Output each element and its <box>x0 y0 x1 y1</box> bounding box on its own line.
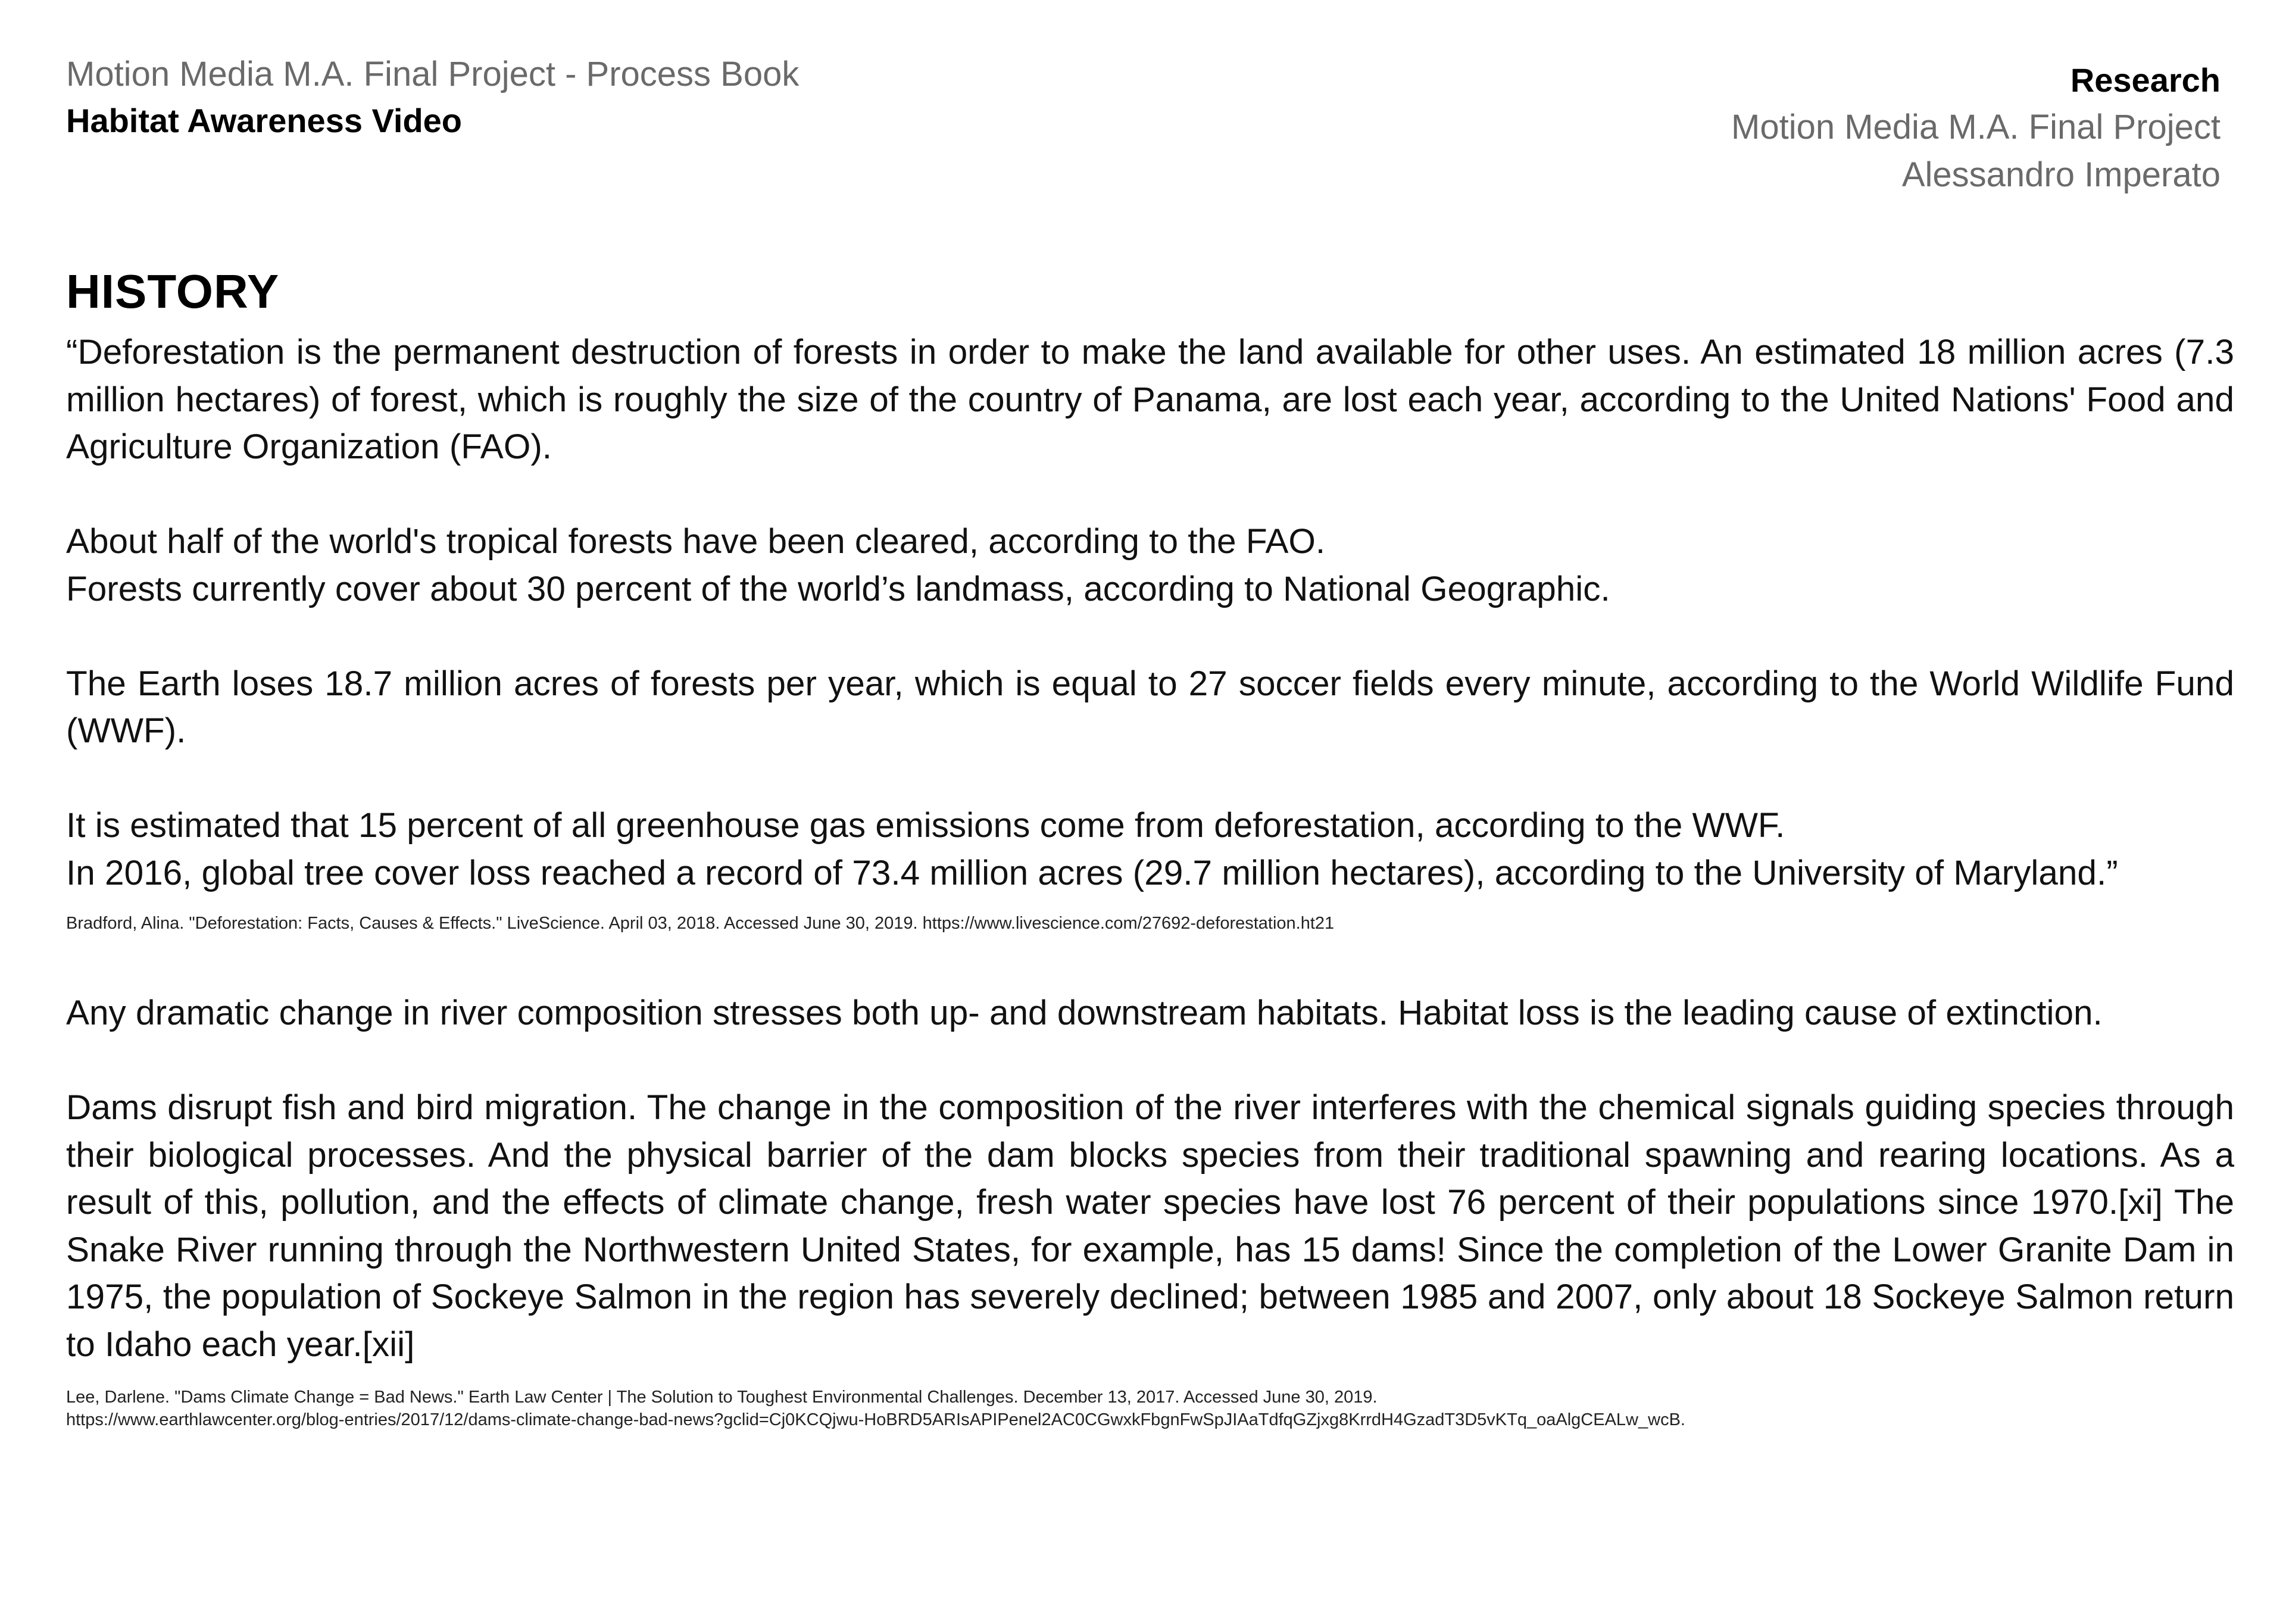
history-paragraph-4b: In 2016, global tree cover loss reached a record of 73.4 million acres (29.7 million hectares), according to the University of Maryland.” <box>66 853 2118 892</box>
main-content <box>66 262 2234 1431</box>
citation-lee-line-1: Lee, Darlene. "Dams Climate Change = Bad News." Earth Law Center | The Solution to Toughest Environmental Challenges. December 13, 2017. Accessed June 30, 2019. <box>66 1388 1378 1407</box>
citation-lee-line-2: https://www.earthlawcenter.org/blog-entries/2017/12/dams-climate-change-bad-news?gclid=Cj0KCQjwu-HoBRD5ARIsAPIPenel2AC0CGwxkFbgnFwSpJIAaTdfqGZjxg8KrrdH4GzadT3D5vKTq_oaAlgCEALw_wcB. <box>66 1410 1685 1429</box>
history-paragraph-2a: About half of the world's tropical forests have been cleared, according to the FAO. <box>66 522 1326 561</box>
rivers-paragraph-2: Dams disrupt fish and bird migration. The change in the composition of the river interferes with the chemical signals guiding species through their biological processes. And the physical barrier of the dam blocks species from their traditional spawning and rearing locations. As a result of this, pollution, and the effects of climate change, fresh water species have lost 76 percent of their populations since 1970.[xi] The Snake River running through the Northwestern United States, for example, has 15 dams! Since the completion of the Lower Granite Dam in 1975, the population of Sockeye Salmon in the region has severely declined; between 1985 and 2007, only about 18 Sockeye Salmon return to Idaho each year.[xii] <box>66 1088 2234 1364</box>
history-paragraph-1: “Deforestation is the permanent destruction of forests in order to make the land available for other uses. An estimated 18 million acres (7.3 million hectares) of forest, which is roughly the size of the country of Panama, are lost each year, according to the United Nations' Food and Agriculture Organization (FAO). <box>66 333 2234 466</box>
spacer <box>66 1037 2234 1085</box>
history-paragraph-3: The Earth loses 18.7 million acres of forests per year, which is equal to 27 soccer fields every minute, according to the World Wildlife Fund (WWF). <box>66 664 2234 750</box>
author-name: Alessandro Imperato <box>1901 155 2221 194</box>
section-label: Research <box>2070 61 2221 99</box>
spacer <box>66 935 2234 989</box>
history-paragraph-4a: It is estimated that 15 percent of all greenhouse gas emissions come from deforestation, according to the WWF. <box>66 806 1785 845</box>
spacer <box>66 471 2234 519</box>
spacer <box>66 755 2234 802</box>
history-heading: HISTORY <box>66 265 280 318</box>
header-right <box>1387 57 2221 199</box>
document-series-title: Motion Media M.A. Final Project - Process Book <box>66 55 800 93</box>
document-title: Habitat Awareness Video <box>66 102 462 139</box>
history-paragraph-2b: Forests currently cover about 30 percent of the world’s landmass, according to National Geographic. <box>66 569 1610 608</box>
citation-bradford <box>66 912 2234 935</box>
citation-lee <box>66 1386 2234 1431</box>
spacer <box>66 613 2234 660</box>
header-left <box>66 52 1138 145</box>
citation-bradford-text: Bradford, Alina. "Deforestation: Facts, Causes & Effects." LiveScience. April 03, 2018. Accessed June 30, 2019. https://www.livescience.com/27692-deforestation.ht21 <box>66 914 1335 933</box>
project-name: Motion Media M.A. Final Project <box>1731 108 2221 146</box>
rivers-paragraph-1: Any dramatic change in river composition stresses both up- and downstream habitats. Habitat loss is the leading cause of extinction. <box>66 994 2103 1032</box>
